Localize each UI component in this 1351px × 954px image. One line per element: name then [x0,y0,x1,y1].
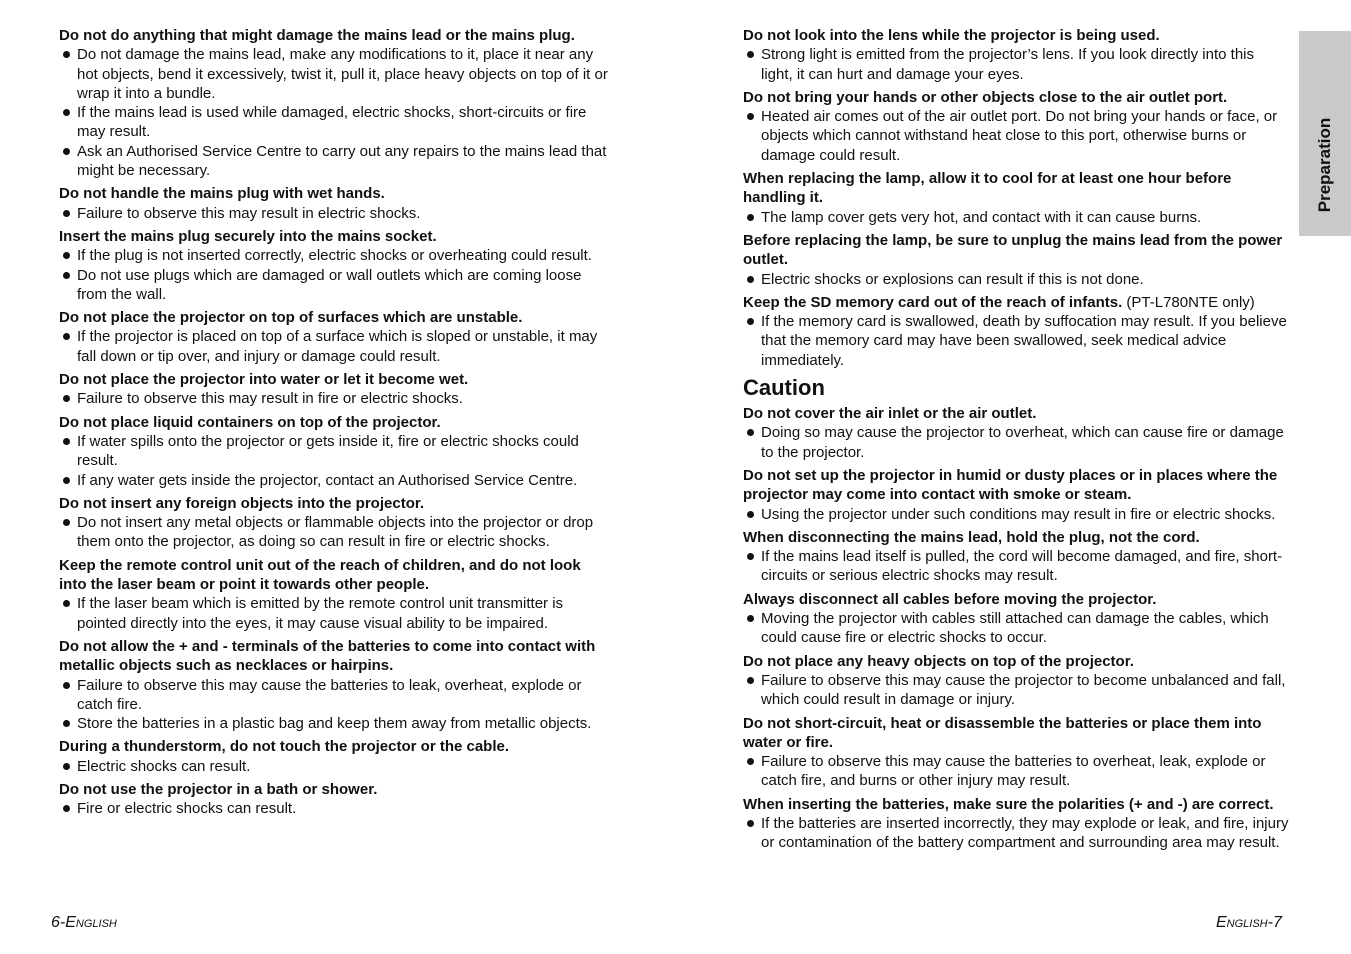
safety-heading [59,227,609,246]
safety-heading [59,737,609,756]
safety-heading [743,795,1289,814]
bullet-list [743,814,1289,853]
bullet-item: Using the projector under such conditions may result in fire or electric shocks. [743,505,1289,524]
safety-heading-text: Do not allow the + and - terminals of the batteries to come into contact with metallic objects such as necklaces or hairpins. [59,637,596,675]
bullet-item: If the laser beam which is emitted by the remote control unit transmitter is pointed directly into the eyes, it may cause visual ability to be impaired. [59,594,609,633]
safety-item [59,184,609,223]
safety-heading-text: Keep the SD memory card out of the reach of infants. [743,293,1123,311]
bullet-list [743,270,1289,289]
safety-heading [743,652,1289,671]
safety-heading-text: When inserting the batteries, make sure the polarities (+ and -) are correct. [743,795,1274,813]
safety-heading-text: Do not place liquid containers on top of the projector. [59,413,441,431]
safety-heading-text: When replacing the lamp, allow it to cool for at least one hour before handling it. [743,170,1232,207]
bullet-item: Heated air comes out of the air outlet port. Do not bring your hands or face, or objects which cannot withstand heat close to this port, otherwise burns or damage could result. [743,107,1289,165]
bullet-list [743,671,1289,710]
safety-item [59,556,609,633]
bullet-item: Electric shocks can result. [59,757,609,776]
safety-heading [743,293,1289,312]
safety-heading [743,404,1289,423]
bullet-item: Electric shocks or explosions can result if this is not done. [743,270,1289,289]
safety-heading [59,184,609,203]
safety-heading-text: Do not insert any foreign objects into the projector. [59,494,425,512]
bullet-list [743,423,1289,462]
bullet-item: Failure to observe this may result in fire or electric shocks. [59,389,609,408]
bullet-item: Failure to observe this may cause the batteries to leak, overheat, explode or catch fire. [59,676,609,715]
safety-heading [743,231,1289,270]
bullet-list [59,799,609,818]
section-tab-label: Preparation [1315,117,1334,213]
safety-item [743,590,1289,648]
safety-item [59,227,609,304]
bullet-item: Moving the projector with cables still attached can damage the cables, which could cause fire or electric shocks to occur. [743,609,1289,648]
safety-heading [743,590,1289,609]
bullet-item: If the memory card is swallowed, death by suffocation may result. If you believe that the memory card may have been swallowed, seek medical advice immediately. [743,312,1289,370]
caution-sections [743,404,1289,853]
bullet-item: If the projector is placed on top of a surface which is sloped or unstable, it may fall down or tip over, and injury or damage could result. [59,327,609,366]
bullet-list [59,757,609,776]
safety-item [743,88,1289,165]
safety-heading [59,370,609,389]
page-number-left [51,914,117,932]
model-note: (PT-L780NTE only) [1122,293,1255,311]
safety-heading-text: Do not set up the projector in humid or dusty places or in places where the projector may come into contact with smoke or steam. [743,466,1278,504]
bullet-list [743,45,1289,84]
safety-heading-text: Do not look into the lens while the projector is being used. [743,27,1160,44]
warning-sections [743,26,1289,370]
safety-item [59,494,609,552]
bullet-list [743,208,1289,227]
safety-heading-text: Insert the mains plug securely into the mains socket. [59,227,437,245]
bullet-item: Fire or electric shocks can result. [59,799,609,818]
safety-heading [743,466,1289,505]
safety-heading-text: When disconnecting the mains lead, hold the plug, not the cord. [743,528,1200,546]
bullet-item: Do not use plugs which are damaged or wall outlets which are coming loose from the wall. [59,266,609,305]
bullet-list [59,327,609,366]
safety-item [59,637,609,733]
safety-heading [743,88,1289,107]
safety-item [743,714,1289,791]
bullet-item: The lamp cover gets very hot, and contact with it can cause burns. [743,208,1289,227]
bullet-list [743,107,1289,165]
bullet-list [59,513,609,552]
safety-heading-text: Do not place any heavy objects on top of the projector. [743,652,1134,670]
page-number-left-word: English [65,914,117,931]
right-column [743,26,1289,857]
bullet-list [59,246,609,304]
bullet-item: Store the batteries in a plastic bag and keep them away from metallic objects. [59,714,609,733]
section-tab [1299,31,1351,236]
safety-item [59,308,609,366]
bullet-item: Ask an Authorised Service Centre to carry out any repairs to the mains lead that might be necessary. [59,142,609,181]
safety-item [59,26,609,180]
bullet-list [743,609,1289,648]
safety-item [743,466,1289,524]
safety-heading-text: Do not cover the air inlet or the air outlet. [743,405,1037,423]
safety-item [59,370,609,409]
safety-heading [59,637,609,676]
bullet-item: If the mains lead itself is pulled, the cord will become damaged, and fire, short-circuits or serious electric shocks may result. [743,547,1289,586]
bullet-list [743,312,1289,370]
bullet-item: Failure to observe this may cause the batteries to overheat, leak, explode or catch fire, and burns or other injury may result. [743,752,1289,791]
bullet-list [59,594,609,633]
safety-item [743,293,1289,370]
safety-heading-text: Do not place the projector into water or let it become wet. [59,371,469,389]
safety-heading-text: Always disconnect all cables before moving the projector. [743,590,1157,608]
bullet-list [743,547,1289,586]
safety-item [743,795,1289,853]
bullet-list [59,45,609,180]
safety-heading-text: Do not use the projector in a bath or shower. [59,780,378,798]
bullet-list [743,505,1289,524]
safety-item [59,413,609,490]
safety-heading-text: Do not place the projector on top of surfaces which are unstable. [59,309,523,327]
safety-item [743,652,1289,710]
safety-heading-text: Do not do anything that might damage the mains lead or the mains plug. [59,27,575,44]
bullet-list [59,432,609,490]
bullet-item: Do not insert any metal objects or flammable objects into the projector or drop them onto the projector, as doing so can result in fire or electric shocks. [59,513,609,552]
bullet-item: If water spills onto the projector or gets inside it, fire or electric shocks could result. [59,432,609,471]
bullet-item: Failure to observe this may result in electric shocks. [59,204,609,223]
bullet-item: If the batteries are inserted incorrectly, they may explode or leak, and fire, injury or contamination of the battery compartment and surrounding area may result. [743,814,1289,853]
safety-heading-text: Do not bring your hands or other objects close to the air outlet port. [743,88,1228,106]
bullet-item: If the mains lead is used while damaged, electric shocks, short-circuits or fire may result. [59,103,609,142]
safety-heading [59,308,609,327]
caution-title: Caution [743,375,825,401]
bullet-item: Failure to observe this may cause the projector to become unbalanced and fall, which could result in damage or injury. [743,671,1289,710]
safety-item [743,169,1289,227]
bullet-list [59,389,609,408]
safety-item [743,404,1289,462]
page-number-right-word: English [1216,914,1268,931]
safety-heading-text: Before replacing the lamp, be sure to unplug the mains lead from the power outlet. [743,231,1283,269]
bullet-item: Doing so may cause the projector to overheat, which can cause fire or damage to the projector. [743,423,1289,462]
safety-heading-text: Do not handle the mains plug with wet hands. [59,185,385,203]
safety-heading [743,169,1289,208]
bullet-list [743,752,1289,791]
safety-heading-text: During a thunderstorm, do not touch the projector or the cable. [59,738,510,756]
bullet-item: Strong light is emitted from the projector’s lens. If you look directly into this light, it can hurt and damage your eyes. [743,45,1289,84]
safety-heading [743,714,1289,753]
safety-item [59,780,609,819]
bullet-item: If the plug is not inserted correctly, electric shocks or overheating could result. [59,246,609,265]
bullet-list [59,676,609,734]
safety-heading-text: Do not short-circuit, heat or disassemble the batteries or place them into water or fire. [743,714,1262,751]
safety-heading [59,556,609,595]
safety-item [59,737,609,776]
safety-heading-text: Keep the remote control unit out of the reach of children, and do not look into the laser beam or point it towards other people. [59,556,581,594]
safety-item [743,231,1289,289]
safety-item [743,528,1289,586]
bullet-list [59,204,609,223]
bullet-item: Do not damage the mains lead, make any modifications to it, place it near any hot objects, bend it excessively, twist it, pull it, place heavy objects on top of it or wrap it into a bundle. [59,45,609,103]
page-number-right [1216,914,1282,932]
page-number-right-num: -7 [1267,914,1282,931]
safety-item [743,26,1289,84]
safety-heading [59,780,609,799]
safety-heading [59,26,609,45]
safety-heading [59,494,609,513]
safety-heading [743,26,1289,45]
safety-heading [743,528,1289,547]
bullet-item: If any water gets inside the projector, contact an Authorised Service Centre. [59,471,609,490]
page-number-left-num: 6- [51,914,66,931]
safety-heading [59,413,609,432]
left-column [59,26,609,823]
